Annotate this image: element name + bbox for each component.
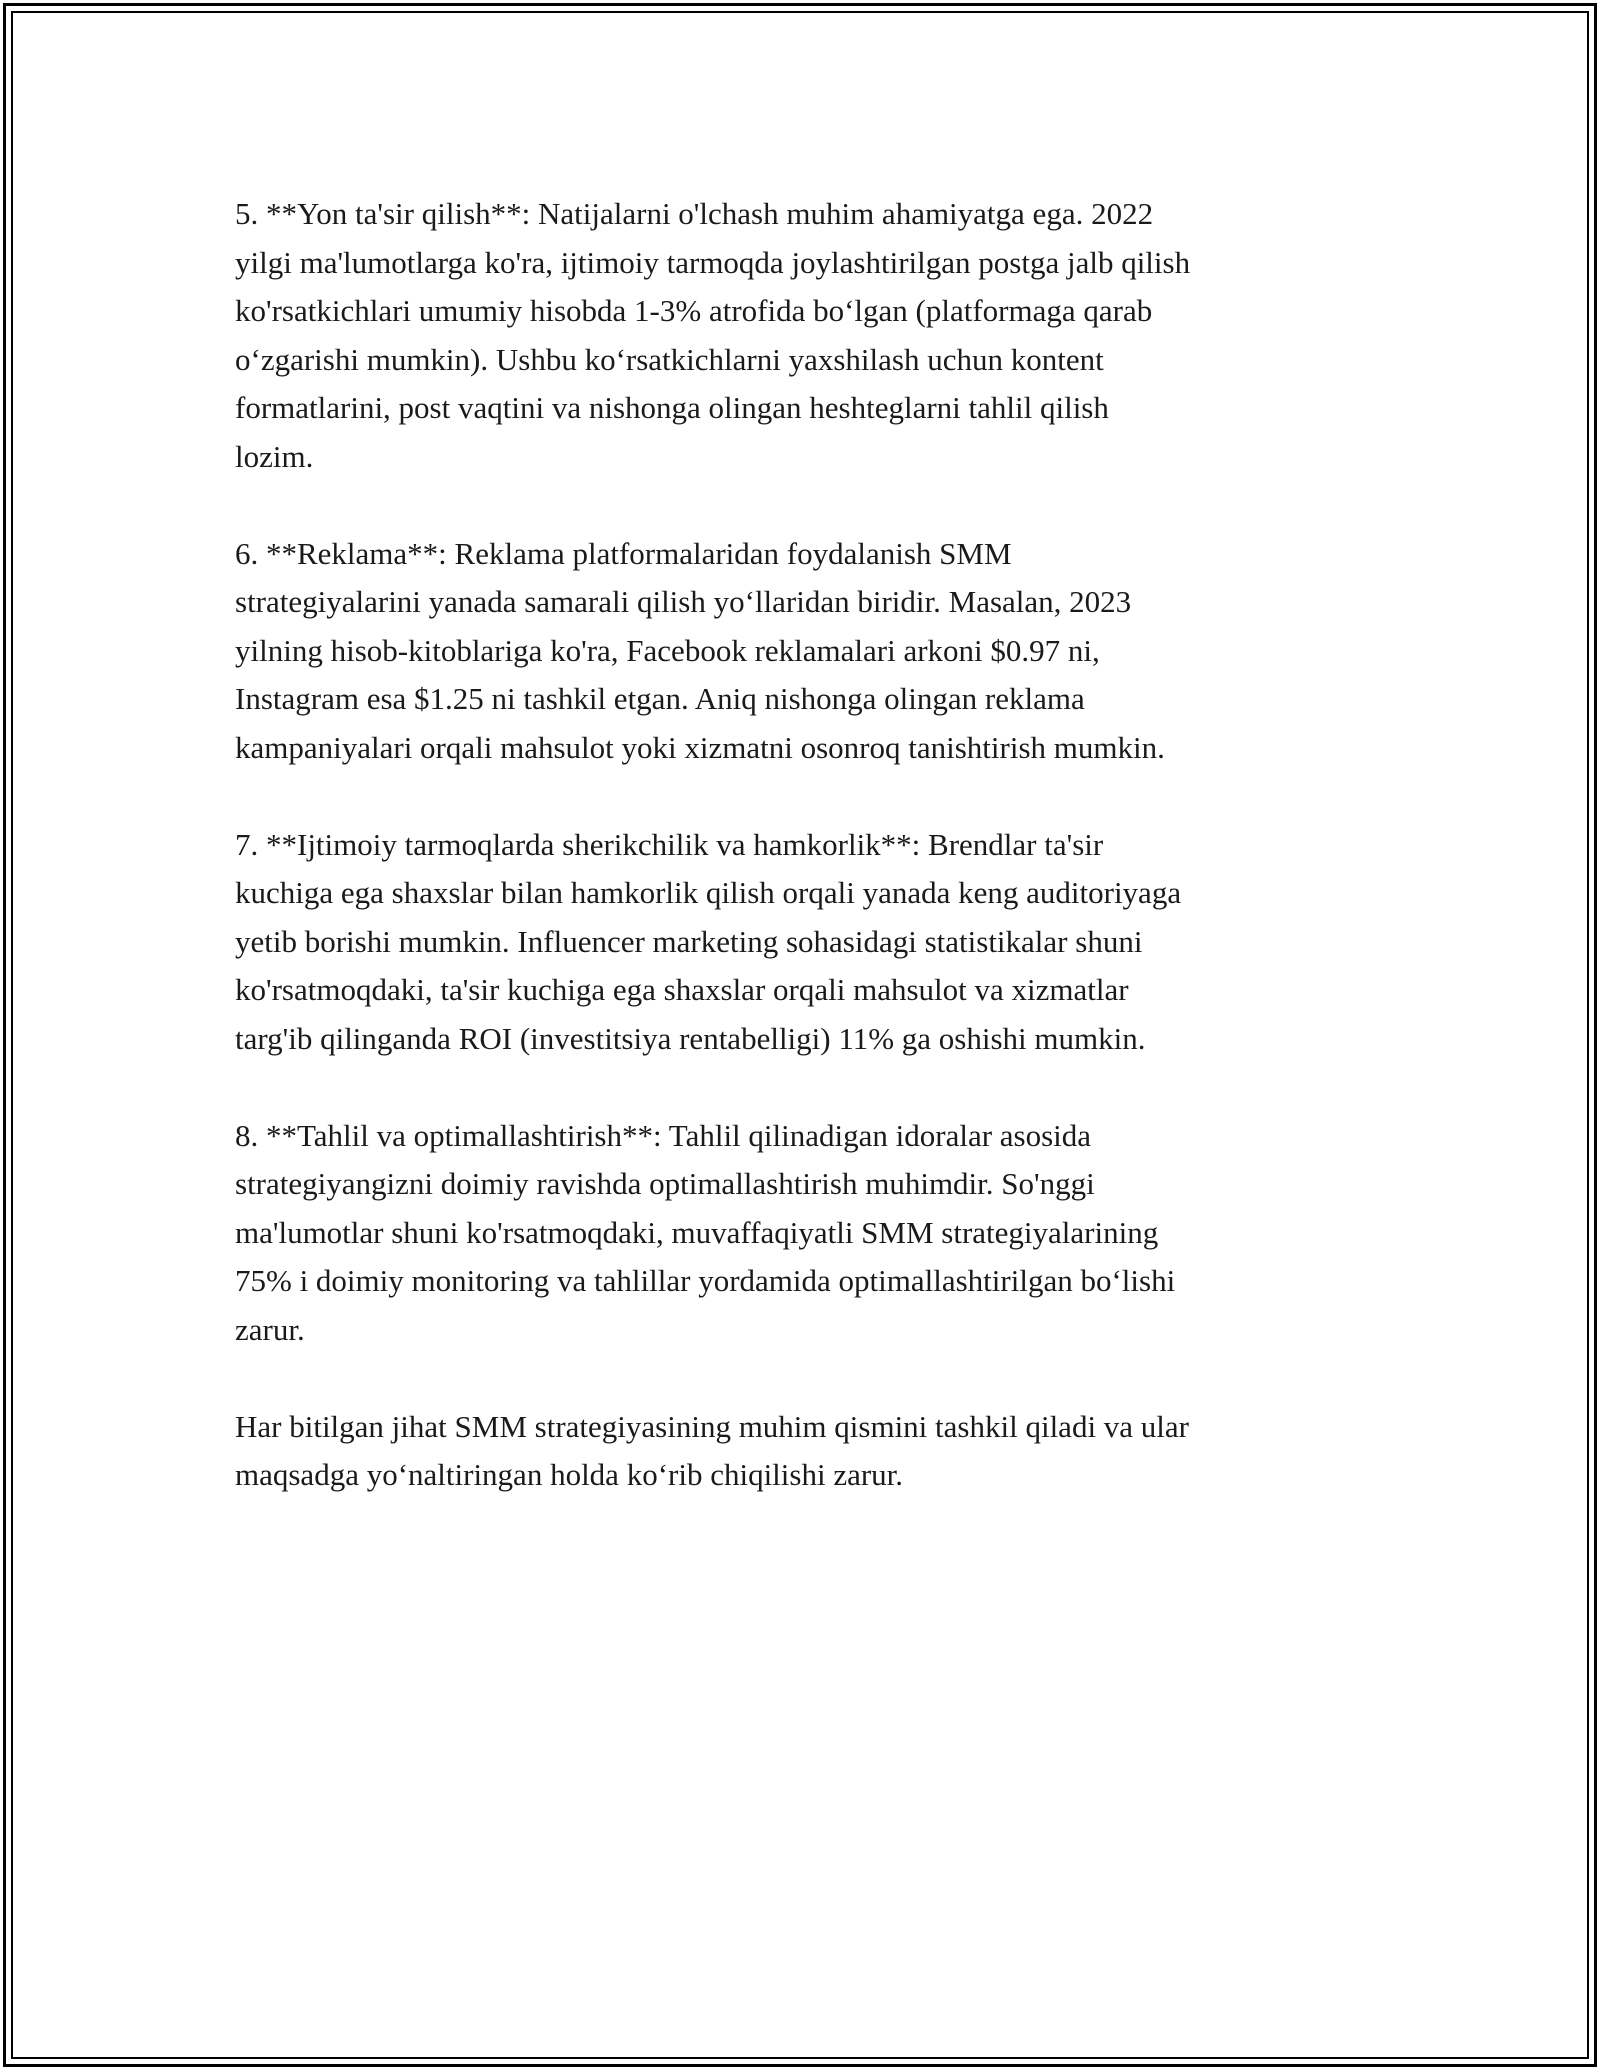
paragraph-conclusion: Har bitilgan jihat SMM strategiyasining muhim qismini tashkil qiladi va ular maqsadga yo‘naltiringan holda ko‘rib chiqilishi zarur. bbox=[235, 1408, 1190, 1492]
paragraph-results-measurement: 5. **Yon ta'sir qilish**: Natijalarni o'lchash muhim ahamiyatga ega. 2022 yilgi ma'lumotlarga ko'ra, ijtimoiy tarmoqda joylashtirilgan postga jalb qilish ko'rsatkichlari umumiy hisobda 1-3% atrofida bo‘lgan (platformaga qarab o‘zgarishi mumkin). Ushbu ko‘rsatkichlarni yaxshilash uchun kontent formatlarini, post vaqtini va nishonga olingan heshteglarni tahlil qilish lozim. bbox=[235, 196, 1191, 474]
paragraph-partnership: 7. **Ijtimoiy tarmoqlarda sherikchilik va hamkorlik**: Brendlar ta'sir kuchiga ega shaxslar bilan hamkorlik qilish orqali yanada keng auditoriyaga yetib borishi mumkin. Influencer marketing sohasidagi statistikalar shuni ko'rsatmoqdaki, ta'sir kuchiga ega shaxslar orqali mahsulot va xizmatlar targ'ib qilinganda ROI (investitsiya rentabelligi) 11% ga oshishi mumkin. bbox=[235, 826, 1182, 1056]
paragraph-analysis-optimization: 8. **Tahlil va optimallashtirish**: Tahlil qilinadigan idoralar asosida strategiyangizni doimiy ravishda optimallashtirish muhimdir. So'nggi ma'lumotlar shuni ko'rsatmoqdaki, muvaffaqiyatli SMM strategiyalarining 75% i doimiy monitoring va tahlillar yordamida optimallashtirilgan bo‘lishi zarur. bbox=[235, 1117, 1176, 1347]
paragraph-advertising: 6. **Reklama**: Reklama platformalaridan foydalanish SMM strategiyalarini yanada samarali qilish yo‘llaridan biridir. Masalan, 2023 yilning hisob-kitoblariga ko'ra, Facebook reklamalari arkoni $0.97 ni, Instagram esa $1.25 ni tashkil etgan. Aniq nishonga olingan reklama kampaniyalari orqali mahsulot yoki xizmatni osonroq tanishtirish mumkin. bbox=[235, 535, 1165, 765]
document-body bbox=[235, 190, 1385, 1548]
